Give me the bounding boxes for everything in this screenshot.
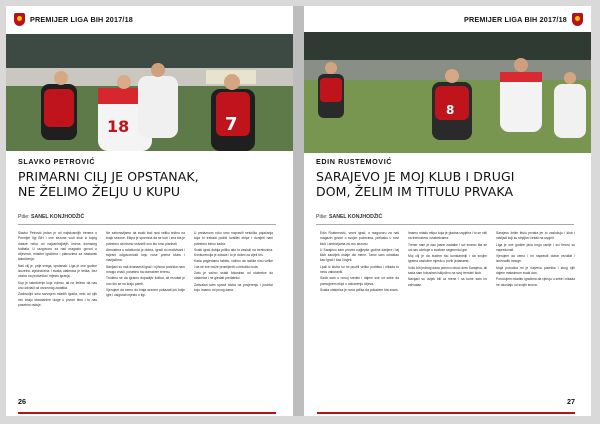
page-number: 27	[567, 397, 575, 406]
text-column-1	[18, 231, 97, 309]
page-header	[14, 12, 138, 26]
paragraph: U prelaznom roku smo napravili nekoliko pojačanja koja bi trebala podići kvalitet ekipe i donijeti nam potrebnu širinu kadra.	[194, 231, 273, 246]
paragraph: Svaka utakmica je nova prilika da pokažem šta znam.	[320, 287, 399, 292]
page-header	[459, 12, 583, 26]
text-column-2	[106, 231, 185, 309]
paragraph: Zato je važno ostati fokusiran od utakmice do utakmice i ne gledati predaleko.	[194, 271, 273, 281]
league-label: PREMIJER LIGA BIH 2017/18	[464, 14, 567, 24]
article-title	[18, 169, 199, 199]
match-photo	[6, 34, 293, 151]
text-column-3	[496, 231, 575, 294]
svg-text:8: 8	[446, 103, 455, 117]
paragraph: Zadovoljni smo razvojem mladih igrača, neki od njih već imaju standardne uloge u prvom timu i to nas posebno raduje.	[18, 292, 97, 307]
article-title-line-1: PRIMARNI CILJ JE OPSTANAK,	[18, 169, 199, 184]
paragraph: Liga je ove godine jača nego ranije i svi timovi su napredovali.	[496, 242, 575, 252]
paragraph: Kup je takmičenje koje volimo, ali ne želimo da nas ono odvlači od osnovnog zadatka.	[18, 280, 97, 290]
article-kicker: EDIN RUSTEMOVIĆ	[316, 157, 393, 166]
paragraph: U Sarajevu sam proveo najljepše godine karijere i taj klub zauvijek ostaje dio mene. Tamo sam odrastao kao igrač i kao čovjek.	[320, 247, 399, 263]
article-title-line-1: SARAJEVO JE MOJ KLUB I DRUGI	[316, 169, 515, 184]
byline-label: Piše:	[316, 214, 328, 220]
article-kicker: SLAVKO PETROVIĆ	[18, 157, 96, 166]
paragraph: Navijači su uvijek bili uz mene i na tome sam im zahvalan.	[408, 277, 487, 287]
byline-author: SANEL KONJHODŽIĆ	[329, 214, 383, 220]
paragraph: Svaki igrač dobija priliku ako to zasluži na treninzima. Konkurencija je zdrava i to je dobro za cijeli tim.	[194, 247, 273, 258]
svg-text:7: 7	[225, 114, 238, 135]
page-left	[6, 6, 293, 416]
article-title-line-2: DOM, ŽELIM IM TITULU PRVAKA	[316, 184, 514, 199]
byline-label: Piše:	[18, 214, 30, 220]
page-number: 26	[18, 397, 26, 406]
paragraph: Naš cilj je, prije svega, opstanak. Liga je ove godine izuzetno izjednačena i svaka utakmica je teška, bez obzira na protivnika i mjesto igranja.	[18, 263, 97, 279]
paragraph: Atmosfera u svlačionici je dobra, igrači su motivisani i svjesni odgovornosti koju nose prema klubu i navijačima.	[106, 247, 185, 263]
paragraph: Imamo mladu ekipu koja je gladna uspjeha i to se vidi na treninzima i utakmicama.	[408, 231, 487, 241]
divider	[18, 224, 276, 225]
league-label: PREMIJER LIGA BIH 2017/18	[30, 14, 133, 24]
paragraph: Poručujem mladim igračima da vjeruju u sebe i nikada ne odustaju od svojih snova.	[496, 277, 575, 287]
paragraph: Trudimo se da igramo dopadljiv fudbal, ali rezultat je ono što se na kraju pamti.	[106, 276, 185, 286]
paragraph: Volio bih jednog dana ponovo obući dres Sarajeva, ali sada sam fokusiran isključivo na svoj trenutni klub.	[408, 265, 487, 276]
article-body	[18, 231, 273, 309]
article-body	[320, 231, 575, 294]
article-title	[316, 169, 515, 199]
byline-author: SANEL KONJHODŽIĆ	[31, 214, 85, 220]
page-right	[304, 6, 591, 416]
paragraph: Edin Rustemović, vezni igrač, u razgovoru za naš magazin govori o svojim počecima, prelasku u novi klub i ambicijama za ovu sezonu.	[320, 231, 399, 246]
text-column-3	[194, 231, 273, 309]
paragraph: Sarajevu želim titulu prvaka jer to zaslužuju i klub i navijači koji su strpljivo čekali na uspjeh.	[496, 231, 575, 241]
article-byline	[18, 214, 84, 220]
footer-bar	[317, 412, 575, 414]
divider	[316, 224, 574, 225]
club-crest-icon	[572, 13, 583, 26]
article-title-line-2: NE ŽELIMO ŽELJU U KUPU	[18, 184, 181, 199]
footer-bar	[18, 412, 276, 414]
paragraph: Trener nam je dao jasne zadatke i svi znamo šta se od nas očekuje u svakom segmentu igre.	[408, 242, 487, 252]
text-column-2	[408, 231, 487, 294]
svg-text:18: 18	[107, 117, 130, 136]
paragraph: Slavko Petrović jedan je od najiskusnijih trenera u Premijer ligi BiH i ove sezone vodi klub iz kojeg dolaze neka od najzanimljivijih imena domaćeg fudbala. U razgovoru za naš magazin govori o ciljevima, mladim igračima i planovima za nastavak takmičenja.	[18, 231, 97, 262]
match-photo	[304, 32, 591, 153]
club-crest-icon	[14, 13, 25, 26]
paragraph: Navijači su naš dvanaesti igrač i njihova podrška nam mnogo znači, posebno na domaćem terenu.	[106, 264, 185, 275]
paragraph: Moj cilj je da budem što konstantniji i da svojim igrama zaslužim mjesto u prvih jedanaest.	[408, 254, 487, 264]
paragraph: Vjerujem da ćemo i mi napraviti dobar rezultat i iznenaditi mnoge.	[496, 254, 575, 264]
spread-gutter	[293, 6, 304, 416]
text-column-1	[320, 231, 399, 294]
article-byline	[316, 214, 382, 220]
paragraph: Ljudi iz kluba su mi pružili veliku podršku i nikada to neću zaboraviti.	[320, 264, 399, 275]
paragraph: Moja porodica mi je najveća podrška i zbog njih dajem maksimum svaki dan.	[496, 265, 575, 276]
paragraph: Ne zaboravljamo da svaki bod nosi veliku težinu na kraju sezone. Ekipa je spremna da se bori i zna šta je potrebno da bismo ostvarili ono što smo planirali.	[106, 231, 185, 246]
paragraph: Kada pogledamo tabelu, vidimo da razlike nisu velike i da se sve može promijeniti u nekoliko kola.	[194, 259, 273, 269]
paragraph: Vjerujem da ćemo do kraja sezone pokazati još bolje igre i osigurati mjesto u ligi.	[106, 287, 185, 298]
paragraph: Zahvalan sam upravi kluba na povjerenju i podršci koju imamo od prvog dana.	[194, 282, 273, 292]
paragraph: Sada sam u novoj sredini i dajem sve od sebe da pomognem ekipi u ostvarenju ciljeva.	[320, 276, 399, 286]
